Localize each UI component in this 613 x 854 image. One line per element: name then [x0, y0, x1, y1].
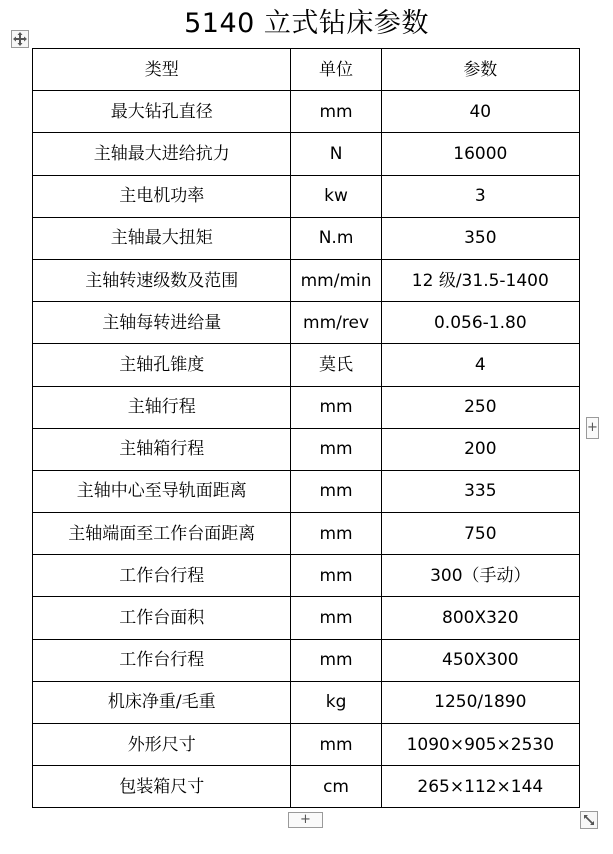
cell-unit[interactable]: mm	[291, 470, 381, 512]
table-row	[33, 133, 580, 175]
table-row	[33, 217, 580, 259]
cell-value[interactable]: 800X320	[381, 597, 579, 639]
cell-value[interactable]: 250	[381, 386, 579, 428]
table-row	[33, 681, 580, 723]
cell-unit[interactable]: mm	[291, 428, 381, 470]
cell-type[interactable]: 主轴孔锥度	[33, 344, 291, 386]
move-arrows-icon	[12, 31, 28, 47]
add-column-button[interactable]: +	[288, 812, 323, 828]
cell-type[interactable]: 工作台面积	[33, 597, 291, 639]
table-row	[33, 555, 580, 597]
table-row	[33, 259, 580, 301]
cell-type[interactable]: 主电机功率	[33, 175, 291, 217]
cell-value[interactable]: 750	[381, 513, 579, 555]
cell-type[interactable]: 主轴中心至导轨面距离	[33, 470, 291, 512]
cell-unit[interactable]: mm	[291, 386, 381, 428]
table-row	[33, 91, 580, 133]
cell-type[interactable]: 主轴端面至工作台面距离	[33, 513, 291, 555]
cell-unit[interactable]: 莫氏	[291, 344, 381, 386]
cell-value[interactable]: 335	[381, 470, 579, 512]
cell-unit[interactable]: cm	[291, 766, 381, 808]
table-body	[33, 91, 580, 808]
header-type[interactable]: 类型	[33, 49, 291, 91]
parameters-table	[32, 48, 580, 808]
table-row	[33, 302, 580, 344]
header-unit[interactable]: 单位	[291, 49, 381, 91]
add-row-button[interactable]: +	[586, 417, 599, 439]
cell-unit[interactable]: N.m	[291, 217, 381, 259]
cell-unit[interactable]: N	[291, 133, 381, 175]
cell-unit[interactable]: mm/rev	[291, 302, 381, 344]
table-row	[33, 597, 580, 639]
table-header-row	[33, 49, 580, 91]
cell-type[interactable]: 主轴最大扭矩	[33, 217, 291, 259]
cell-type[interactable]: 主轴每转进给量	[33, 302, 291, 344]
cell-type[interactable]: 主轴行程	[33, 386, 291, 428]
table-row	[33, 724, 580, 766]
cell-unit[interactable]: mm	[291, 513, 381, 555]
table-row	[33, 766, 580, 808]
cell-type[interactable]: 主轴箱行程	[33, 428, 291, 470]
cell-type[interactable]: 主轴转速级数及范围	[33, 259, 291, 301]
cell-value[interactable]: 265×112×144	[381, 766, 579, 808]
cell-value[interactable]: 300（手动）	[381, 555, 579, 597]
table-row	[33, 470, 580, 512]
cell-value[interactable]: 16000	[381, 133, 579, 175]
cell-unit[interactable]: mm/min	[291, 259, 381, 301]
cell-unit[interactable]: mm	[291, 639, 381, 681]
cell-value[interactable]: 1250/1890	[381, 681, 579, 723]
cell-type[interactable]: 外形尺寸	[33, 724, 291, 766]
cell-value[interactable]: 1090×905×2530	[381, 724, 579, 766]
table-row	[33, 639, 580, 681]
cell-type[interactable]: 工作台行程	[33, 639, 291, 681]
cell-value[interactable]: 4	[381, 344, 579, 386]
cell-value[interactable]: 450X300	[381, 639, 579, 681]
cell-unit[interactable]: kg	[291, 681, 381, 723]
table-row	[33, 175, 580, 217]
table-row	[33, 386, 580, 428]
cell-unit[interactable]: mm	[291, 91, 381, 133]
cell-type[interactable]: 机床净重/毛重	[33, 681, 291, 723]
table-row	[33, 428, 580, 470]
cell-unit[interactable]: kw	[291, 175, 381, 217]
cell-unit[interactable]: mm	[291, 555, 381, 597]
cell-value[interactable]: 200	[381, 428, 579, 470]
cell-type[interactable]: 最大钻孔直径	[33, 91, 291, 133]
cell-type[interactable]: 主轴最大进给抗力	[33, 133, 291, 175]
resize-diagonal-icon	[581, 812, 597, 828]
table-row	[33, 344, 580, 386]
document-title: 5140 立式钻床参数	[184, 8, 429, 39]
cell-value[interactable]: 0.056-1.80	[381, 302, 579, 344]
cell-value[interactable]: 350	[381, 217, 579, 259]
table-row	[33, 513, 580, 555]
cell-value[interactable]: 3	[381, 175, 579, 217]
cell-value[interactable]: 12 级/31.5-1400	[381, 259, 579, 301]
cell-unit[interactable]: mm	[291, 597, 381, 639]
table-move-handle[interactable]	[11, 30, 29, 48]
table-resize-handle[interactable]	[580, 811, 598, 829]
cell-unit[interactable]: mm	[291, 724, 381, 766]
header-value[interactable]: 参数	[381, 49, 579, 91]
cell-type[interactable]: 包装箱尺寸	[33, 766, 291, 808]
cell-value[interactable]: 40	[381, 91, 579, 133]
cell-type[interactable]: 工作台行程	[33, 555, 291, 597]
